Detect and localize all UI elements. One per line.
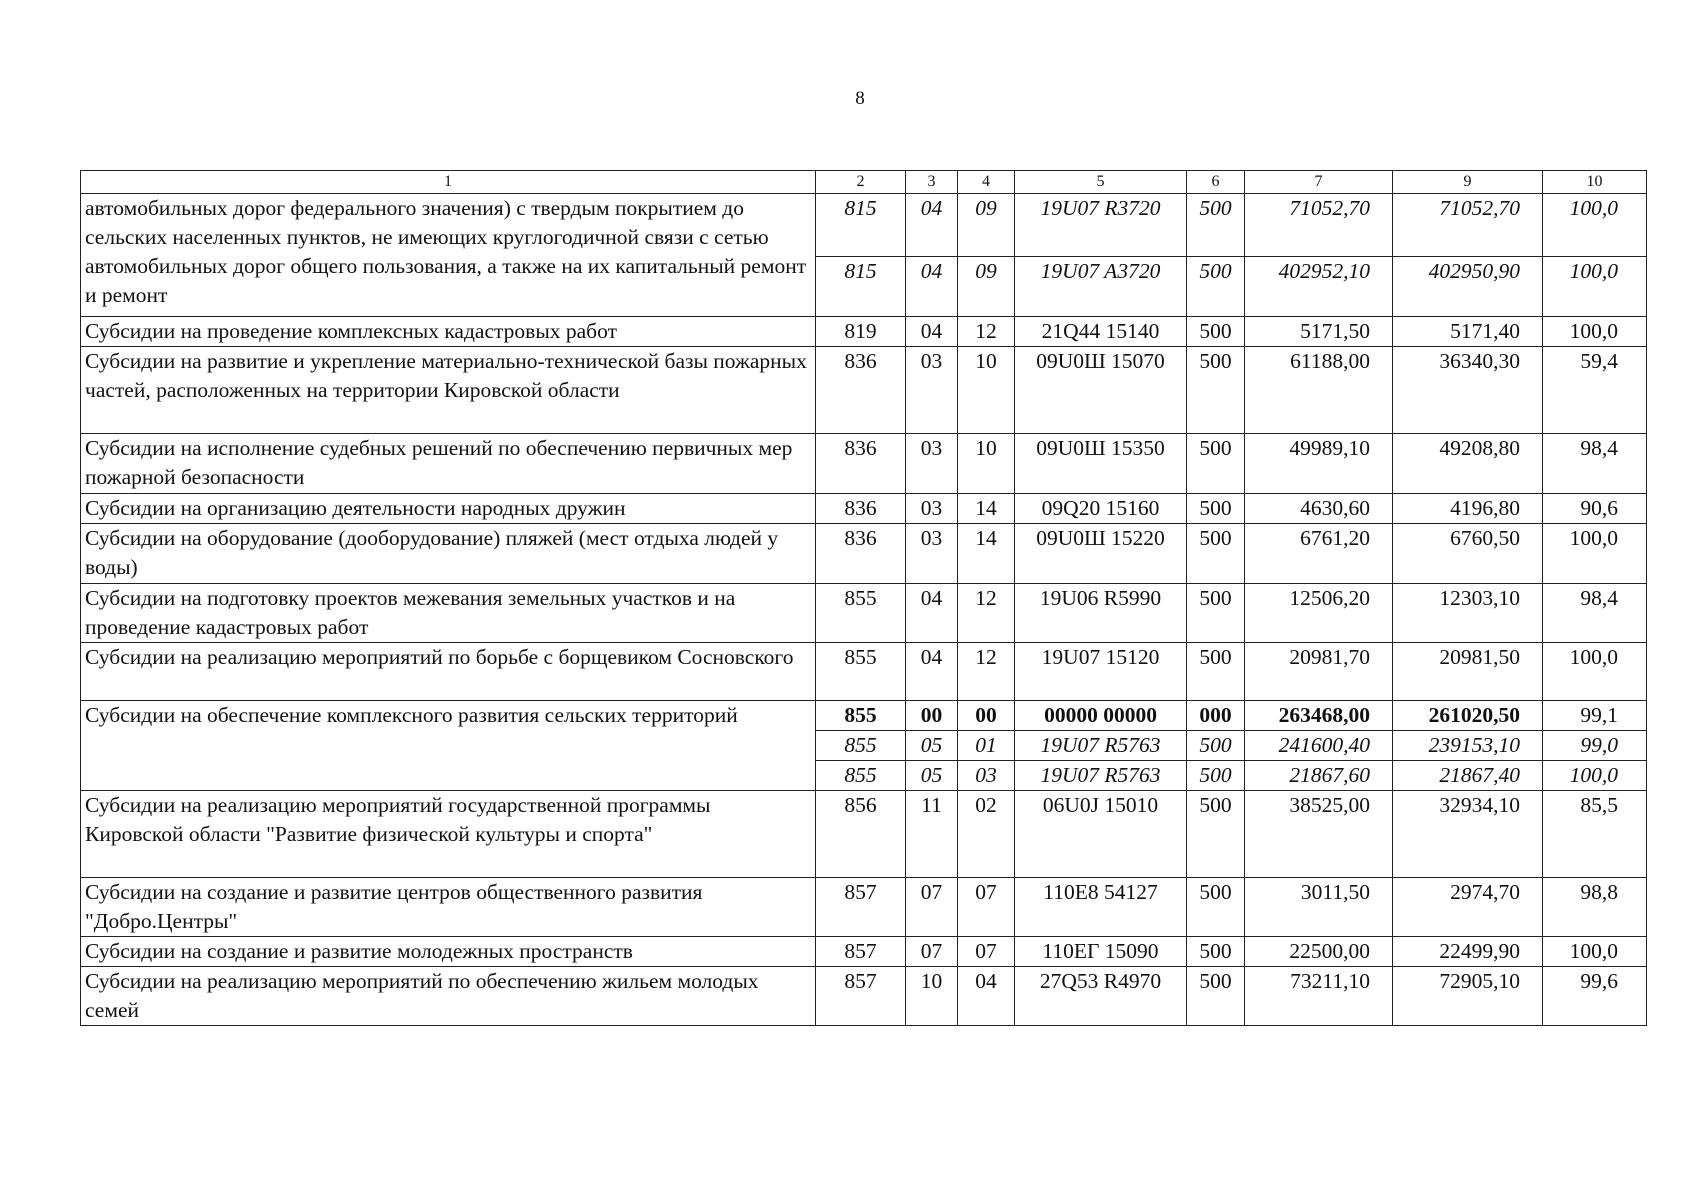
cell-section: 03 [906, 434, 958, 494]
cell-planned: 4630,60 [1245, 494, 1393, 524]
table-row [81, 317, 1647, 347]
cell-percent: 99,0 [1543, 731, 1647, 761]
cell-type: 500 [1187, 761, 1245, 791]
cell-code: 836 [816, 347, 906, 434]
cell-target: 09Q20 15160 [1015, 494, 1187, 524]
cell-type: 000 [1187, 701, 1245, 731]
cell-target: 09U0Ш 15350 [1015, 434, 1187, 494]
cell-subsection: 10 [958, 347, 1015, 434]
cell-section: 05 [906, 761, 958, 791]
cell-description: Субсидии на реализацию мероприятий государственной программы Кировской области "Развитие физической культуры и спорта" [81, 791, 816, 878]
cell-subsection: 07 [958, 878, 1015, 937]
cell-description: Субсидии на реализацию мероприятий по обеспечению жильем молодых семей [81, 967, 816, 1026]
cell-code: 855 [816, 584, 906, 643]
cell-subsection: 14 [958, 524, 1015, 584]
column-header: 4 [958, 171, 1015, 194]
cell-description: Субсидии на исполнение судебных решений по обеспечению первичных мер пожарной безопасности [81, 434, 816, 494]
table-row [81, 347, 1647, 434]
cell-section: 07 [906, 937, 958, 967]
cell-code: 836 [816, 524, 906, 584]
cell-subsection: 02 [958, 791, 1015, 878]
cell-target: 09U0Ш 15070 [1015, 347, 1187, 434]
cell-executed: 32934,10 [1393, 791, 1543, 878]
budget-table [80, 170, 1647, 1026]
cell-target: 110ЕГ 15090 [1015, 937, 1187, 967]
cell-planned: 3011,50 [1245, 878, 1393, 937]
cell-percent: 100,0 [1543, 761, 1647, 791]
cell-code: 836 [816, 434, 906, 494]
cell-description: автомобильных дорог федерального значения) с твердым покрытием до сельских населенных пунктов, не имеющих круглогодичной связи с сетью автомобильных дорог общего пользования, а также на их капитальный ремонт и ремонт [81, 194, 816, 317]
cell-code: 815 [816, 194, 906, 257]
cell-target: 00000 00000 [1015, 701, 1187, 731]
cell-planned: 402952,10 [1245, 257, 1393, 317]
cell-percent: 100,0 [1543, 257, 1647, 317]
table-row [81, 643, 1647, 701]
cell-target: 09U0Ш 15220 [1015, 524, 1187, 584]
cell-percent: 90,6 [1543, 494, 1647, 524]
cell-executed: 20981,50 [1393, 643, 1543, 701]
cell-section: 03 [906, 494, 958, 524]
column-header: 10 [1543, 171, 1647, 194]
cell-section: 05 [906, 731, 958, 761]
cell-type: 500 [1187, 584, 1245, 643]
cell-code: 855 [816, 701, 906, 731]
cell-description: Субсидии на создание и развитие центров общественного развития "Добро.Центры" [81, 878, 816, 937]
cell-planned: 21867,60 [1245, 761, 1393, 791]
cell-subsection: 10 [958, 434, 1015, 494]
cell-type: 500 [1187, 434, 1245, 494]
cell-subsection: 12 [958, 584, 1015, 643]
cell-type: 500 [1187, 524, 1245, 584]
cell-section: 11 [906, 791, 958, 878]
cell-section: 10 [906, 967, 958, 1026]
cell-type: 500 [1187, 347, 1245, 434]
cell-executed: 261020,50 [1393, 701, 1543, 731]
cell-planned: 38525,00 [1245, 791, 1393, 878]
cell-subsection: 12 [958, 643, 1015, 701]
cell-code: 855 [816, 761, 906, 791]
cell-percent: 98,8 [1543, 878, 1647, 937]
column-header: 2 [816, 171, 906, 194]
cell-planned: 6761,20 [1245, 524, 1393, 584]
cell-executed: 12303,10 [1393, 584, 1543, 643]
cell-section: 04 [906, 643, 958, 701]
cell-executed: 239153,10 [1393, 731, 1543, 761]
cell-section: 04 [906, 317, 958, 347]
cell-code: 857 [816, 967, 906, 1026]
cell-type: 500 [1187, 494, 1245, 524]
cell-percent: 100,0 [1543, 317, 1647, 347]
page-number: 8 [855, 88, 865, 109]
table-row [81, 524, 1647, 584]
cell-percent: 98,4 [1543, 584, 1647, 643]
cell-executed: 22499,90 [1393, 937, 1543, 967]
cell-description: Субсидии на реализацию мероприятий по борьбе с борщевиком Сосновского [81, 643, 816, 701]
cell-planned: 49989,10 [1245, 434, 1393, 494]
cell-target: 19U06 R5990 [1015, 584, 1187, 643]
cell-target: 19U07 A3720 [1015, 257, 1187, 317]
cell-description: Субсидии на подготовку проектов межевания земельных участков и на проведение кадастровых работ [81, 584, 816, 643]
cell-percent: 100,0 [1543, 643, 1647, 701]
cell-description: Субсидии на оборудование (дооборудование) пляжей (мест отдыха людей у воды) [81, 524, 816, 584]
cell-type: 500 [1187, 257, 1245, 317]
cell-code: 856 [816, 791, 906, 878]
cell-percent: 98,4 [1543, 434, 1647, 494]
cell-percent: 85,5 [1543, 791, 1647, 878]
table-row [81, 878, 1647, 937]
cell-type: 500 [1187, 643, 1245, 701]
cell-section: 04 [906, 257, 958, 317]
cell-type: 500 [1187, 791, 1245, 878]
column-header: 7 [1245, 171, 1393, 194]
cell-section: 00 [906, 701, 958, 731]
cell-planned: 5171,50 [1245, 317, 1393, 347]
cell-code: 855 [816, 731, 906, 761]
cell-code: 857 [816, 937, 906, 967]
table-row [81, 967, 1647, 1026]
cell-type: 500 [1187, 967, 1245, 1026]
table-row [81, 194, 1647, 257]
cell-target: 19U07 15120 [1015, 643, 1187, 701]
cell-type: 500 [1187, 878, 1245, 937]
table-row [81, 584, 1647, 643]
header-row [81, 171, 1647, 194]
column-header: 6 [1187, 171, 1245, 194]
cell-subsection: 09 [958, 194, 1015, 257]
cell-type: 500 [1187, 731, 1245, 761]
cell-executed: 21867,40 [1393, 761, 1543, 791]
cell-planned: 20981,70 [1245, 643, 1393, 701]
cell-type: 500 [1187, 194, 1245, 257]
cell-percent: 100,0 [1543, 937, 1647, 967]
cell-code: 836 [816, 494, 906, 524]
table-row [81, 494, 1647, 524]
cell-executed: 4196,80 [1393, 494, 1543, 524]
column-header: 9 [1393, 171, 1543, 194]
table-row [81, 937, 1647, 967]
cell-percent: 99,6 [1543, 967, 1647, 1026]
cell-subsection: 14 [958, 494, 1015, 524]
cell-planned: 12506,20 [1245, 584, 1393, 643]
cell-section: 03 [906, 347, 958, 434]
cell-percent: 100,0 [1543, 524, 1647, 584]
cell-section: 03 [906, 524, 958, 584]
cell-description: Субсидии на создание и развитие молодежных пространств [81, 937, 816, 967]
cell-description: Субсидии на развитие и укрепление материально-технической базы пожарных частей, расположенных на территории Кировской области [81, 347, 816, 434]
cell-executed: 36340,30 [1393, 347, 1543, 434]
cell-executed: 5171,40 [1393, 317, 1543, 347]
table-row [81, 434, 1647, 494]
cell-section: 04 [906, 194, 958, 257]
cell-subsection: 09 [958, 257, 1015, 317]
cell-executed: 2974,70 [1393, 878, 1543, 937]
cell-code: 815 [816, 257, 906, 317]
cell-target: 27Q53 R4970 [1015, 967, 1187, 1026]
cell-code: 855 [816, 643, 906, 701]
cell-type: 500 [1187, 937, 1245, 967]
cell-target: 21Q44 15140 [1015, 317, 1187, 347]
cell-planned: 71052,70 [1245, 194, 1393, 257]
cell-subsection: 07 [958, 937, 1015, 967]
cell-description: Субсидии на обеспечение комплексного развития сельских территорий [81, 701, 816, 791]
table-row [81, 791, 1647, 878]
cell-type: 500 [1187, 317, 1245, 347]
cell-planned: 263468,00 [1245, 701, 1393, 731]
cell-planned: 241600,40 [1245, 731, 1393, 761]
cell-percent: 100,0 [1543, 194, 1647, 257]
cell-description: Субсидии на организацию деятельности народных дружин [81, 494, 816, 524]
cell-subsection: 00 [958, 701, 1015, 731]
cell-code: 819 [816, 317, 906, 347]
column-header: 1 [81, 171, 816, 194]
cell-planned: 61188,00 [1245, 347, 1393, 434]
cell-planned: 73211,10 [1245, 967, 1393, 1026]
cell-target: 19U07 R3720 [1015, 194, 1187, 257]
cell-percent: 99,1 [1543, 701, 1647, 731]
table-row [81, 701, 1647, 731]
cell-target: 110E8 54127 [1015, 878, 1187, 937]
cell-section: 04 [906, 584, 958, 643]
cell-subsection: 01 [958, 731, 1015, 761]
cell-subsection: 04 [958, 967, 1015, 1026]
cell-target: 06U0J 15010 [1015, 791, 1187, 878]
cell-executed: 6760,50 [1393, 524, 1543, 584]
column-header: 3 [906, 171, 958, 194]
cell-target: 19U07 R5763 [1015, 761, 1187, 791]
cell-executed: 72905,10 [1393, 967, 1543, 1026]
cell-planned: 22500,00 [1245, 937, 1393, 967]
cell-executed: 402950,90 [1393, 257, 1543, 317]
column-header: 5 [1015, 171, 1187, 194]
cell-target: 19U07 R5763 [1015, 731, 1187, 761]
cell-subsection: 12 [958, 317, 1015, 347]
cell-percent: 59,4 [1543, 347, 1647, 434]
cell-section: 07 [906, 878, 958, 937]
cell-subsection: 03 [958, 761, 1015, 791]
cell-executed: 71052,70 [1393, 194, 1543, 257]
cell-executed: 49208,80 [1393, 434, 1543, 494]
cell-description: Субсидии на проведение комплексных кадастровых работ [81, 317, 816, 347]
cell-code: 857 [816, 878, 906, 937]
